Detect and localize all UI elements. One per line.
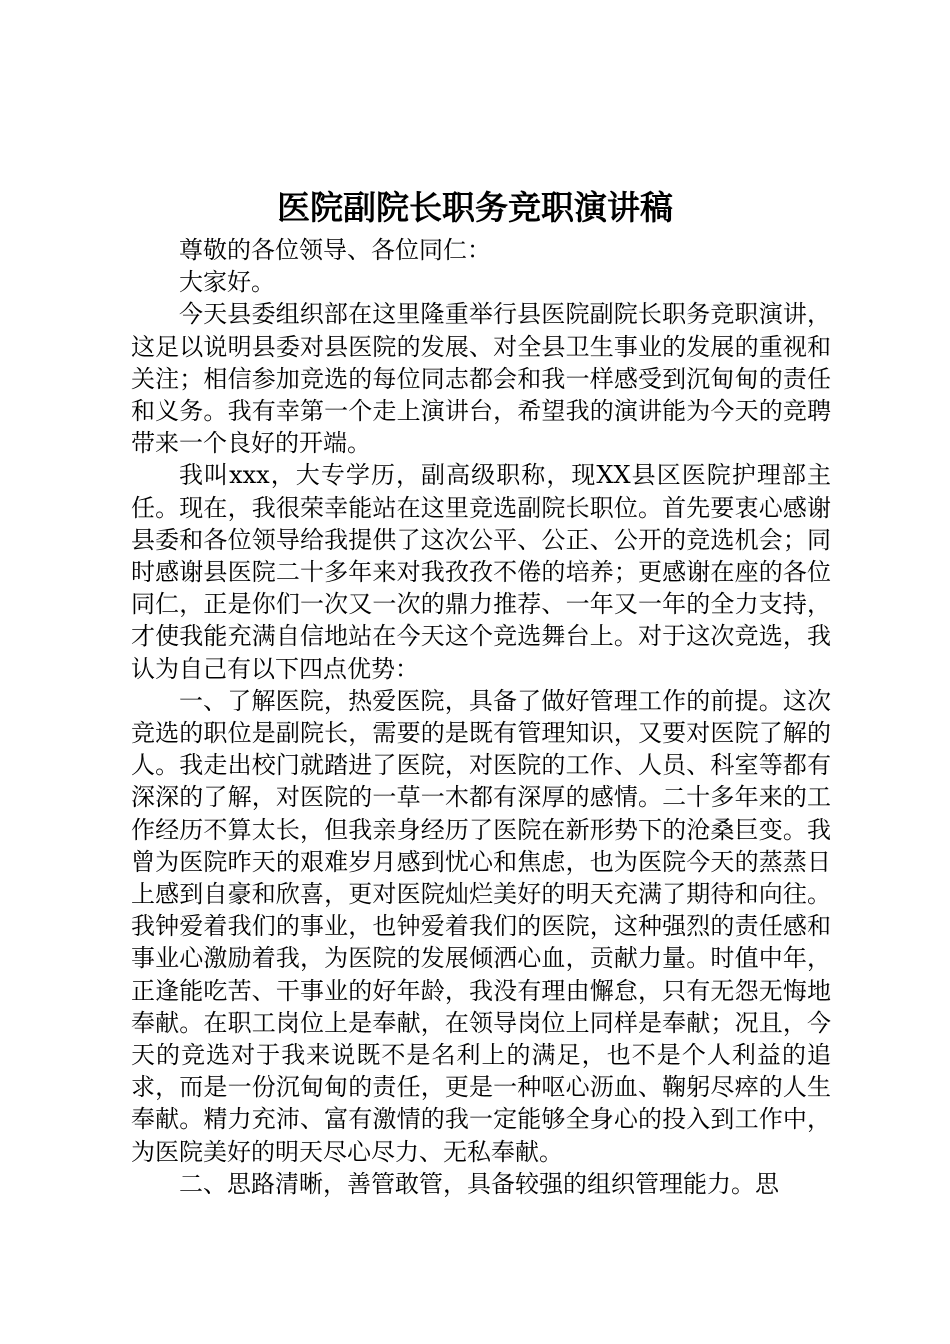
greeting: 大家好。 (179, 268, 275, 297)
paragraph-advantage-two: 二、思路清晰，善管敢管，具备较强的组织管理能力。思 (179, 1169, 779, 1198)
paragraph-self-introduction: 我叫xxx，大专学历，副高级职称，现XX县区医院护理部主任。现在，我很荣幸能站在这里竞选副院长职位。首先要衷心感谢县委和各位领导给我提供了这次公平、公正、公开的竞选机会；同时感谢县医院二十多年来对我孜孜不倦的培养；更感谢在座的各位同仁，正是你们一次又一次的鼎力推荐、一年又一年的全力支持，才使我能充满自信地站在今天这个竞选舞台上。对于这次竞选，我认为自己有以下四点优势： (131, 461, 831, 683)
document-title: 医院副院长职务竞职演讲稿 (277, 188, 673, 227)
document-body (131, 234, 831, 1200)
paragraph-intro: 今天县委组织部在这里隆重举行县医院副院长职务竞职演讲，这足以说明县委对县医院的发展、对全县卫生事业的发展的重视和关注；相信参加竞选的每位同志都会和我一样感受到沉甸甸的责任和义务。我有幸第一个走上演讲台，希望我的演讲能为今天的竞聘带来一个良好的开端。 (131, 300, 831, 458)
salutation: 尊敬的各位领导、各位同仁： (179, 236, 491, 264)
paragraph-advantage-one: 一、了解医院，热爱医院，具备了做好管理工作的前提。这次竞选的职位是副院长，需要的是既有管理知识，又要对医院了解的人。我走出校门就踏进了医院，对医院的工作、人员、科室等都有深深的了解，对医院的一草一木都有深厚的感情。二十多年来的工作经历不算太长，但我亲身经历了医院在新形势下的沧桑巨变。我曾为医院昨天的艰难岁月感到忧心和焦虑，也为医院今天的蒸蒸日上感到自豪和欣喜，更对医院灿烂美好的明天充满了期待和向往。我钟爱着我们的事业，也钟爱着我们的医院，这种强烈的责任感和事业心激励着我，为医院的发展倾洒心血，贡献力量。时值中年，正逢能吃苦、干事业的好年龄，我没有理由懈怠，只有无怨无悔地奉献。在职工岗位上是奉献，在领导岗位上同样是奉献；况且，今天的竞选对于我来说既不是名利上的满足，也不是个人利益的追求，而是一份沉甸甸的责任，更是一种呕心沥血、鞠躬尽瘁的人生奉献。精力充沛、富有激情的我一定能够全身心的投入到工作中，为医院美好的明天尽心尽力、无私奉献。 (131, 686, 831, 1166)
